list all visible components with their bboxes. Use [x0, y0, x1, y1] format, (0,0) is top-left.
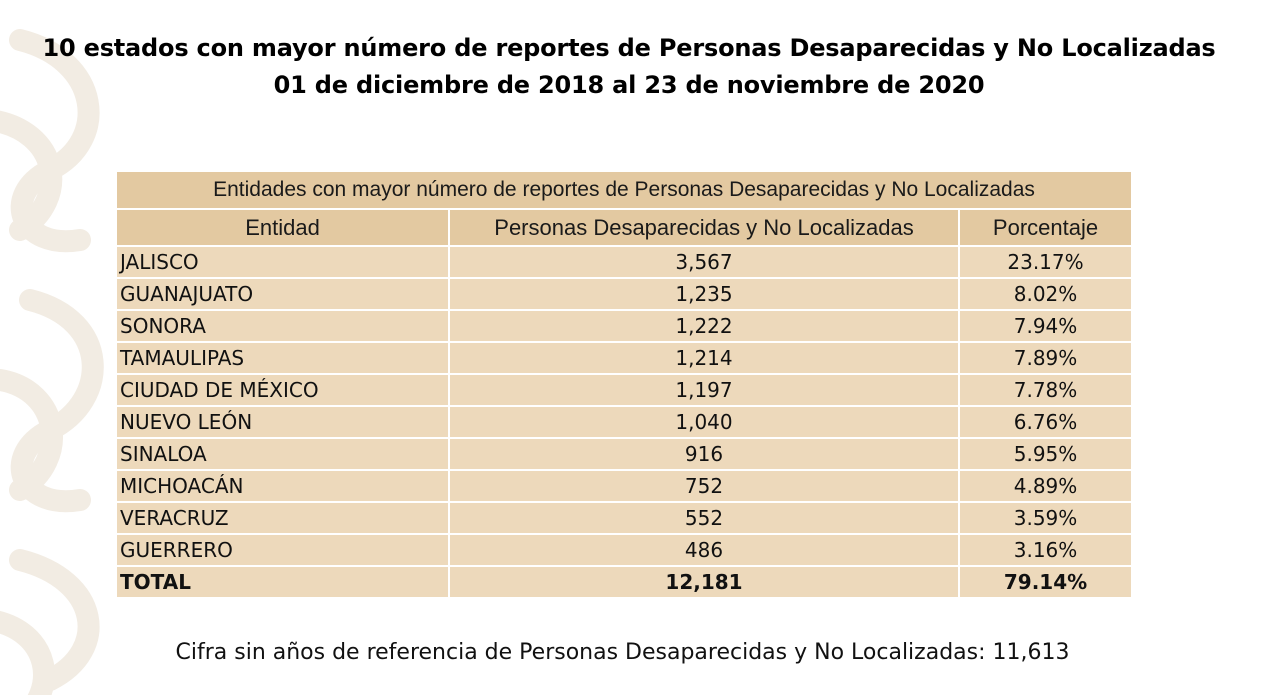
entidad-cell: CIUDAD DE MÉXICO: [117, 374, 449, 406]
personas-cell: 552: [449, 502, 959, 534]
personas-cell: 1,235: [449, 278, 959, 310]
personas-cell: 1,222: [449, 310, 959, 342]
header-porcentaje: Porcentaje: [959, 209, 1131, 246]
entidad-cell: SONORA: [117, 310, 449, 342]
header-entidad: Entidad: [117, 209, 449, 246]
table-row: [117, 406, 1131, 438]
personas-cell: 916: [449, 438, 959, 470]
table-row: [117, 470, 1131, 502]
title-line-2: 01 de diciembre de 2018 al 23 de noviembre de 2020: [273, 71, 985, 99]
table-row: [117, 534, 1131, 566]
data-table: [117, 172, 1131, 599]
footnote: Cifra sin años de referencia de Personas Desaparecidas y No Localizadas: 11,613: [175, 640, 1070, 665]
table-row: [117, 502, 1131, 534]
title-line-1: 10 estados con mayor número de reportes de Personas Desaparecidas y No Localizadas: [42, 34, 1216, 62]
entidad-cell: SINALOA: [117, 438, 449, 470]
personas-cell: 1,040: [449, 406, 959, 438]
personas-cell: 486: [449, 534, 959, 566]
page-title: [0, 30, 1258, 104]
porcentaje-cell: 7.78%: [959, 374, 1131, 406]
porcentaje-cell: 7.89%: [959, 342, 1131, 374]
table-row: [117, 438, 1131, 470]
personas-cell: 12,181: [449, 566, 959, 598]
porcentaje-cell: 8.02%: [959, 278, 1131, 310]
table-row: [117, 278, 1131, 310]
personas-cell: 3,567: [449, 246, 959, 278]
table-row: [117, 246, 1131, 278]
personas-cell: 1,214: [449, 342, 959, 374]
entidad-cell: NUEVO LEÓN: [117, 406, 449, 438]
porcentaje-cell: 79.14%: [959, 566, 1131, 598]
table-caption: Entidades con mayor número de reportes de Personas Desaparecidas y No Localizadas: [117, 172, 1131, 209]
entidad-cell: MICHOACÁN: [117, 470, 449, 502]
entidad-cell: GUANAJUATO: [117, 278, 449, 310]
personas-cell: 1,197: [449, 374, 959, 406]
porcentaje-cell: 4.89%: [959, 470, 1131, 502]
porcentaje-cell: 23.17%: [959, 246, 1131, 278]
table-row: [117, 310, 1131, 342]
entidad-cell: GUERRERO: [117, 534, 449, 566]
data-table-container: [117, 172, 1131, 599]
table-row: [117, 342, 1131, 374]
porcentaje-cell: 5.95%: [959, 438, 1131, 470]
entidad-cell: VERACRUZ: [117, 502, 449, 534]
porcentaje-cell: 3.59%: [959, 502, 1131, 534]
porcentaje-cell: 7.94%: [959, 310, 1131, 342]
header-personas: Personas Desaparecidas y No Localizadas: [449, 209, 959, 246]
entidad-cell: TOTAL: [117, 566, 449, 598]
porcentaje-cell: 6.76%: [959, 406, 1131, 438]
entidad-cell: TAMAULIPAS: [117, 342, 449, 374]
table-total-row: [117, 566, 1131, 598]
table-body: [117, 246, 1131, 598]
table-row: [117, 374, 1131, 406]
porcentaje-cell: 3.16%: [959, 534, 1131, 566]
table-header-row: [117, 209, 1131, 246]
personas-cell: 752: [449, 470, 959, 502]
entidad-cell: JALISCO: [117, 246, 449, 278]
